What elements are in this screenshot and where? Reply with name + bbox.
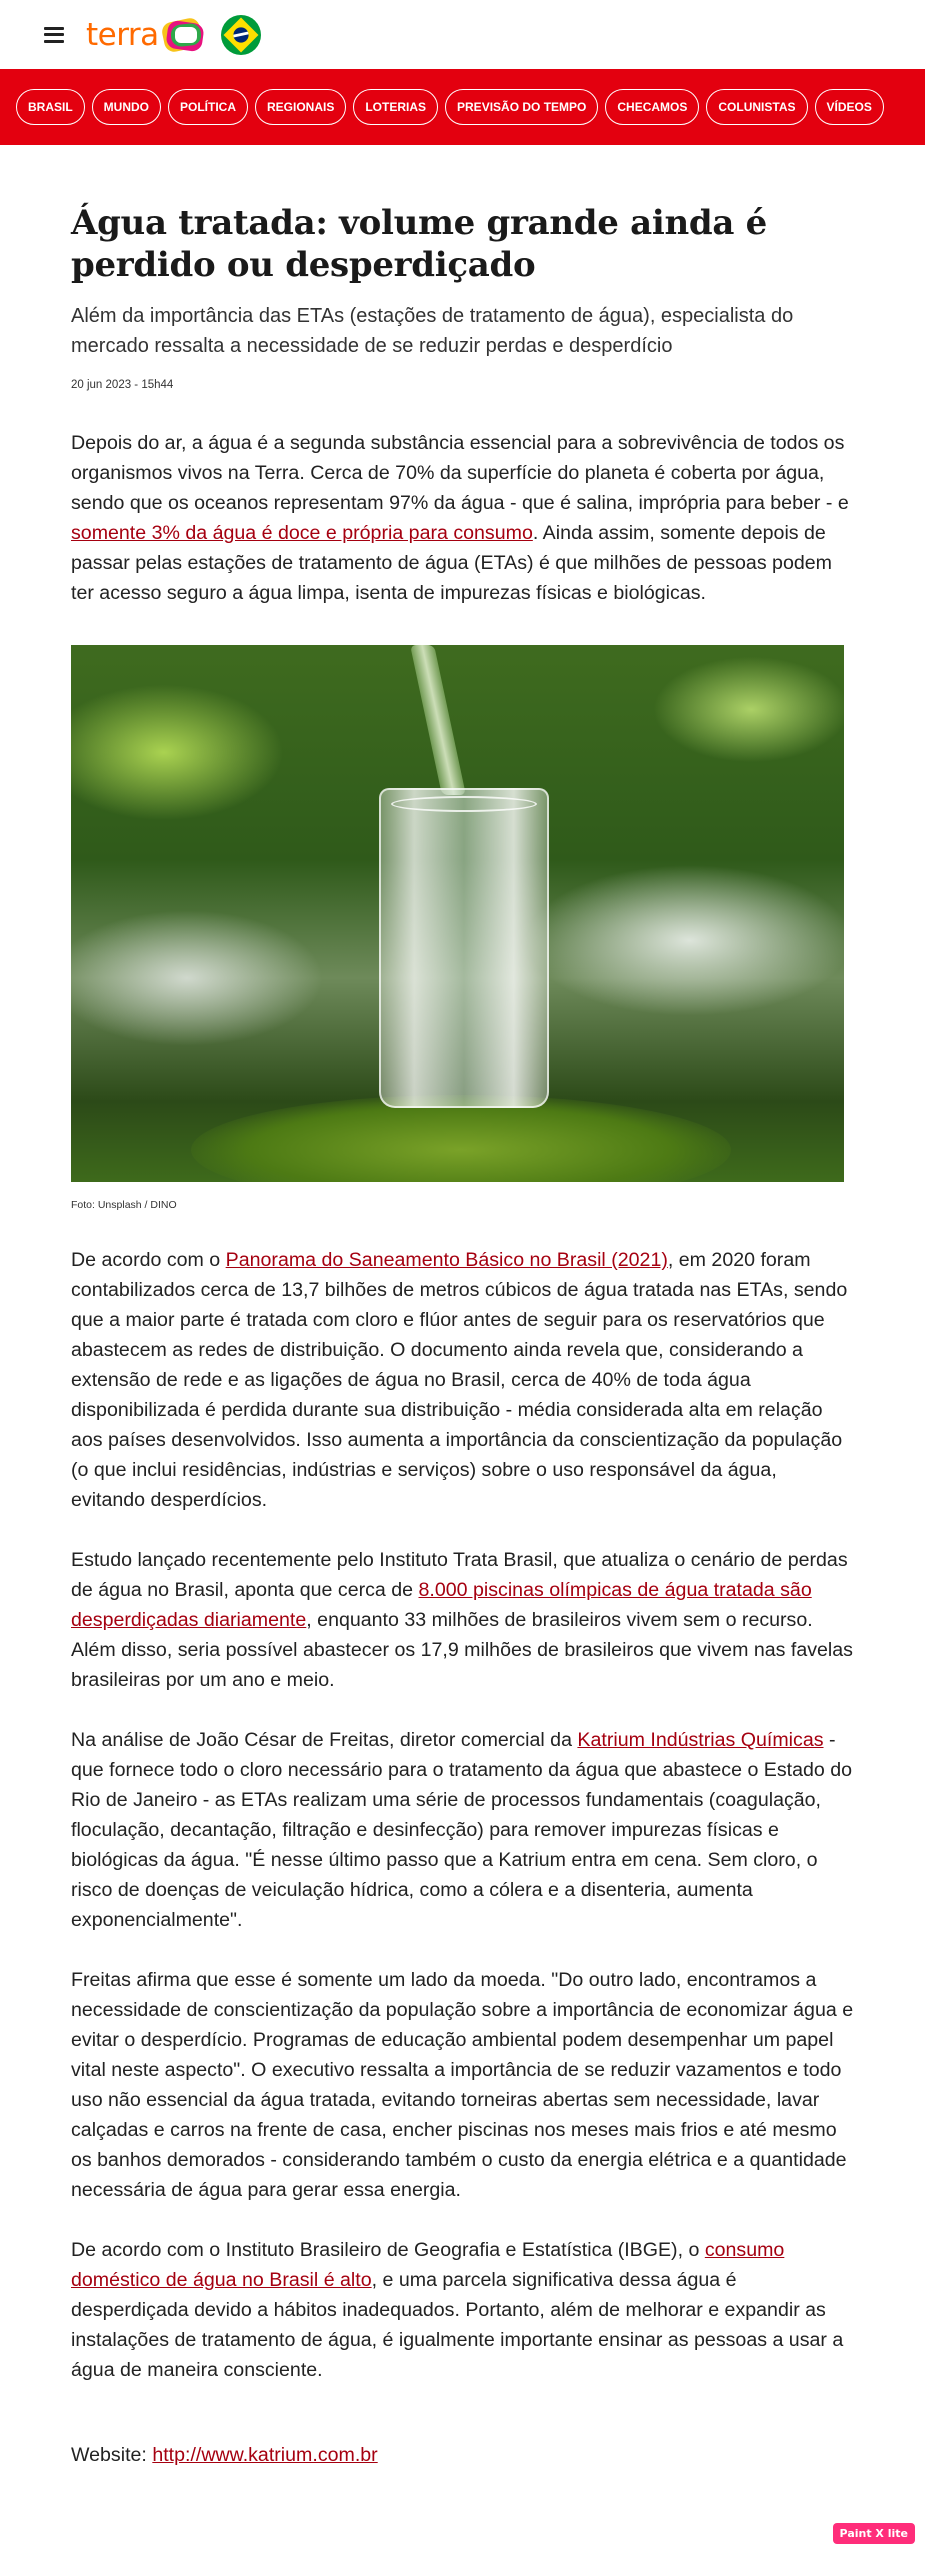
website-line — [71, 2440, 854, 2470]
paragraph-text: , e uma parcela significativa dessa água é desperdiçada devido a hábitos inadequados. Portanto, além de melhorar e expandir as instalações de tratamento de água, é igualmente importante ensinar as pessoas a usar a água de maneira consciente. — [71, 2269, 844, 2381]
nav-item-videos[interactable]: VÍDEOS — [815, 89, 884, 125]
website-label: Website: — [71, 2444, 153, 2466]
article-title: Água tratada: volume grande ainda é perdido ou desperdiçado — [71, 203, 767, 285]
link-website[interactable]: http://www.katrium.com.br — [152, 2444, 378, 2466]
paragraph-text: . Ainda assim, somente depois de passar pelas estações de tratamento de água (ETAs) é que milhões de pessoas podem ter acesso seguro a água limpa, isenta de impurezas físicas e biológicas. — [71, 522, 832, 604]
paragraph-text: De acordo com o — [71, 1249, 226, 1271]
paragraph-5: Freitas afirma que esse é somente um lado da moeda. "Do outro lado, encontramos a necessidade de conscientização da população sobre a importância de economizar água e evitar o desperdício. Programas de educação ambiental podem desempenhar um papel vital neste aspecto". O executivo ressalta a importância de se reduzir vazamentos e todo uso não essencial da água tratada, evitando torneiras abertas sem necessidade, lavar calçadas e carros na frente de casa, encher piscinas nos meses mais frios e até mesmo os banhos demorados - considerando também o custo da energia elétrica e a quantidade necessária de água para gerar essa energia. — [71, 1969, 854, 2201]
link-agua-doce[interactable]: somente 3% da água é doce e própria para consumo — [71, 522, 533, 544]
paragraph-2 — [71, 1245, 854, 1515]
category-nav — [0, 69, 925, 145]
paragraph-text: Depois do ar, a água é a segunda substância essencial para a sobrevivência de todos os organismos vivos na Terra. Cerca de 70% da superfície do planeta é coberta por água, sendo que os oceanos representam 97% da água - que é salina, imprópria para beber - e — [71, 432, 849, 514]
paragraph-text: - que fornece todo o cloro necessário para o tratamento da água que abastece o Estado do Rio de Janeiro - as ETAs realizam uma série de processos fundamentais (coagulação, floculação, decantação, filtração e desinfecção) para remover impurezas físicas e biológicas da água. "É nesse último passo que a Katrium entra em cena. Sem cloro, o risco de doenças de veiculação hídrica, como a cólera e a disenteria, aumenta exponencialmente". — [71, 1729, 853, 1931]
nav-item-regionais[interactable]: REGIONAIS — [255, 89, 346, 125]
paragraph-6 — [71, 2235, 854, 2385]
site-header — [0, 0, 925, 69]
logo-text: terra — [86, 16, 159, 53]
nav-item-loterias[interactable]: LOTERIAS — [353, 89, 438, 125]
link-piscinas-olimpicas[interactable]: 8.000 piscinas olímpicas de água tratada são desperdiçadas diariamente — [71, 1579, 812, 1631]
nav-item-checamos[interactable]: CHECAMOS — [605, 89, 699, 125]
terra-logo[interactable] — [86, 17, 205, 53]
paragraph-3 — [71, 1545, 854, 1695]
link-panorama-saneamento[interactable]: Panorama do Saneamento Básico no Brasil (2021) — [225, 1249, 668, 1271]
brazil-flag-icon[interactable] — [221, 15, 261, 55]
paragraph-text: Estudo lançado recentemente pelo Instituto Trata Brasil, que atualiza o cenário de perdas de água no Brasil, aponta que cerca de — [71, 1549, 848, 1601]
nav-item-politica[interactable]: POLÍTICA — [168, 89, 248, 125]
paragraph-4 — [71, 1725, 854, 1935]
image-caption: Foto: Unsplash / DINO — [71, 1199, 177, 1211]
nav-item-brasil[interactable]: BRASIL — [16, 89, 85, 125]
paragraph-text: De acordo com o Instituto Brasileiro de Geografia e Estatística (IBGE), o — [71, 2239, 705, 2261]
water-stream — [410, 645, 466, 795]
paragraph-text: , em 2020 foram contabilizados cerca de 13,7 bilhões de metros cúbicos de água tratada nas ETAs, sendo que a maior parte é tratada com cloro e flúor antes de seguir para os reservatórios que abastecem as redes de distribuição. O documento ainda revela que, considerando a extensão de rede e as ligações de água no Brasil, cerca de 40% de toda água disponibilizada é perdida durante sua distribuição - média considerada alta em relação aos países desenvolvidos. Isso aumenta a importância da conscientização da população (o que inclui residências, indústrias e serviços) sobre o uso responsável da água, evitando desperdícios. — [71, 1249, 848, 1511]
paragraph-text: Na análise de João César de Freitas, diretor comercial da — [71, 1729, 578, 1751]
logo-mark-icon — [163, 18, 205, 52]
article — [0, 202, 925, 2470]
article-subtitle: Além da importância das ETAs (estações de tratamento de água), especialista do mercado ressalta a necessidade de se reduzir perdas e desperdício — [71, 305, 794, 357]
paint-x-lite-badge[interactable]: Paint X lite — [833, 2523, 915, 2544]
article-image-glass-of-water — [71, 645, 844, 1182]
nav-item-mundo[interactable]: MUNDO — [92, 89, 161, 125]
menu-icon[interactable] — [44, 27, 64, 43]
nav-item-colunistas[interactable]: COLUNISTAS — [706, 89, 807, 125]
moss — [191, 1095, 731, 1182]
paragraph-text: , enquanto 33 milhões de brasileiros vivem sem o recurso. Além disso, seria possível abastecer os 17,9 milhões de brasileiros que vivem nas favelas brasileiras por um ano e meio. — [71, 1609, 853, 1691]
article-date: 20 jun 2023 - 15h44 — [71, 379, 174, 391]
water-glass — [379, 788, 549, 1108]
link-consumo-domestico[interactable]: consumo doméstico de água no Brasil é alto — [71, 2239, 785, 2291]
link-katrium[interactable]: Katrium Indústrias Químicas — [577, 1729, 824, 1751]
paragraph-1 — [71, 428, 854, 608]
nav-item-previsao-do-tempo[interactable]: PREVISÃO DO TEMPO — [445, 89, 598, 125]
